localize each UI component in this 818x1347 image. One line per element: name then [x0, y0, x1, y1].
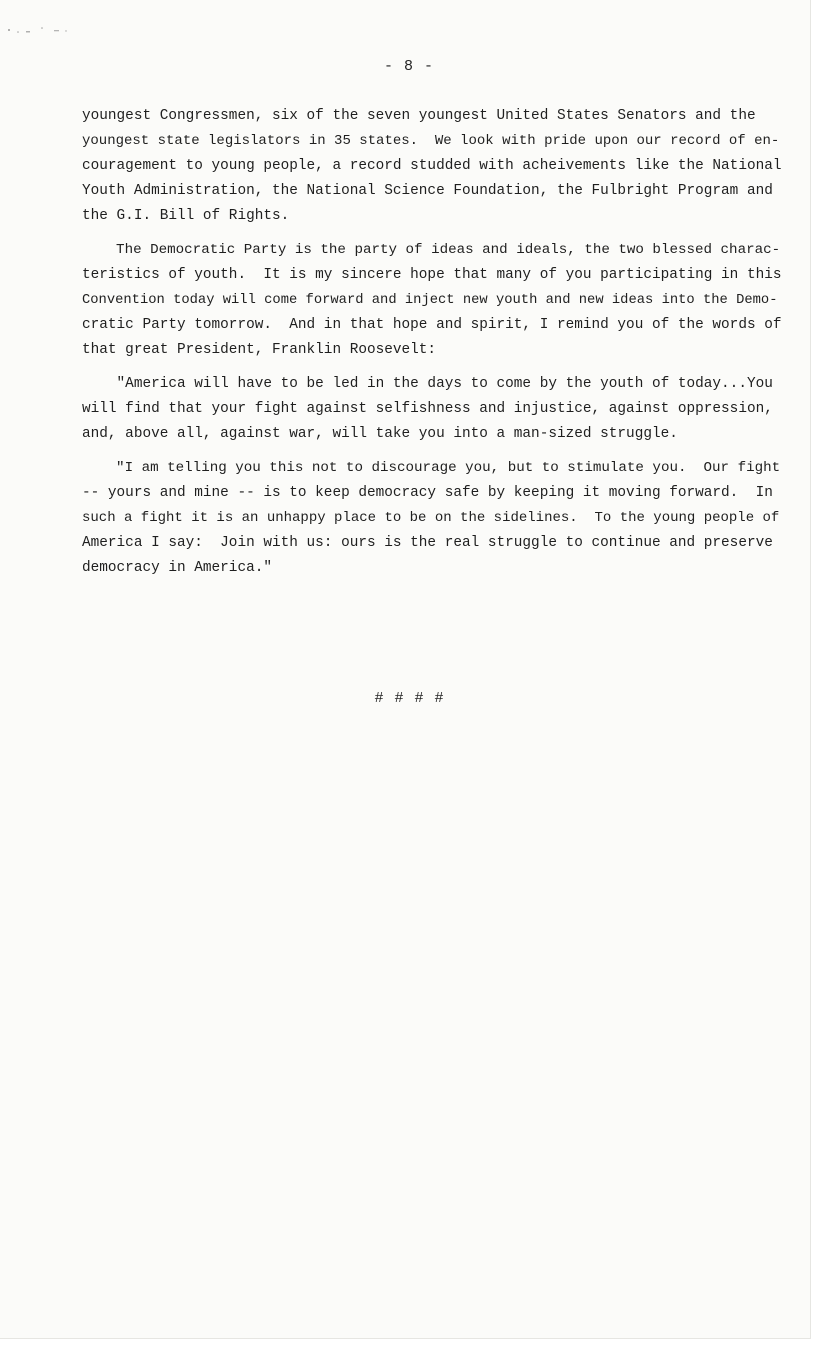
paragraph-3-quote	[82, 372, 782, 447]
text-line: couragement to young people, a record studded with acheivements like the National	[82, 158, 782, 174]
text-line: America I say: Join with us: ours is the real struggle to continue and preserve	[82, 535, 773, 551]
text-line: the G.I. Bill of Rights.	[82, 208, 290, 224]
paragraph-2	[82, 238, 782, 363]
text-line: youngest state legislators in 35 states. We look with pride upon our record of en-	[82, 133, 780, 149]
text-line: Youth Administration, the National Science Foundation, the Fulbright Program and	[82, 183, 773, 199]
text-line: "I am telling you this not to discourage you, but to stimulate you. Our fight	[82, 460, 781, 476]
text-line: and, above all, against war, will take you into a man-sized struggle.	[82, 426, 678, 442]
text-line: Convention today will come forward and inject new youth and new ideas into the Demo-	[82, 293, 778, 308]
text-line: will find that your fight against selfishness and injustice, against oppression,	[82, 401, 773, 417]
text-line: such a fight it is an unhappy place to be on the sidelines. To the young people of	[82, 510, 780, 526]
text-line: -- yours and mine -- is to keep democracy safe by keeping it moving forward. In	[82, 485, 773, 501]
text-line: that great President, Franklin Roosevelt:	[82, 342, 437, 358]
text-line: democracy in America."	[82, 560, 272, 576]
text-line: youngest Congressmen, six of the seven youngest United States Senators and the	[82, 108, 756, 124]
text-line: "America will have to be led in the days to come by the youth of today...You	[82, 376, 773, 392]
paper-specks-decoration	[6, 24, 76, 38]
text-line: teristics of youth. It is my sincere hope that many of you participating in this	[82, 267, 782, 283]
page-number: - 8 -	[383, 58, 434, 75]
paragraph-1	[82, 104, 782, 229]
paragraph-4-quote	[82, 456, 782, 581]
document-body	[82, 104, 782, 581]
text-line: The Democratic Party is the party of ideas and ideals, the two blessed charac-	[82, 242, 781, 258]
text-line: cratic Party tomorrow. And in that hope and spirit, I remind you of the words of	[82, 317, 782, 333]
end-of-document-mark: # # # #	[374, 690, 444, 707]
